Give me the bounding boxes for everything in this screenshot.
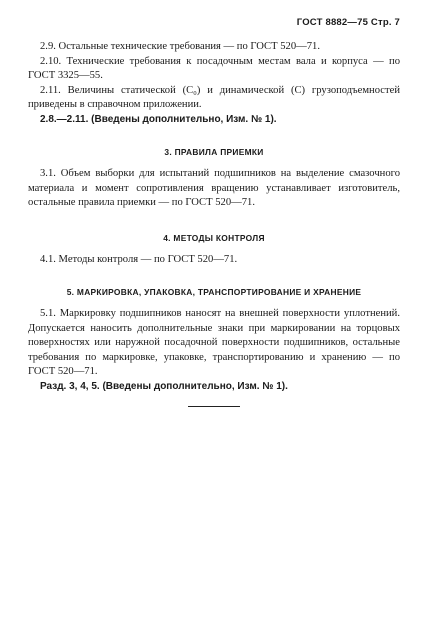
- amendment-note-sections: Разд. 3, 4, 5. (Введены дополнительно, Изм. № 1).: [40, 380, 288, 392]
- end-rule: [188, 406, 240, 407]
- clause-4-1: 4.1. Методы контроля — по ГОСТ 520—71.: [40, 253, 238, 265]
- clause-2-10: 2.10. Технические требования к посадочным местам вала и корпуса — по ГОСТ 3325—55.: [28, 55, 400, 81]
- page-content: [28, 40, 400, 407]
- section-5-heading: 5. МАРКИРОВКА, УПАКОВКА, ТРАНСПОРТИРОВАНИЕ И ХРАНЕНИЕ: [66, 287, 362, 297]
- running-head: ГОСТ 8882—75 Стр. 7: [296, 17, 400, 28]
- section-4-heading: 4. МЕТОДЫ КОНТРОЛЯ: [163, 232, 265, 243]
- clause-2-9: 2.9. Остальные технические требования — по ГОСТ 520—71.: [40, 41, 320, 52]
- clause-2-11: 2.11. Величины статической (C₀) и динамической (C) грузоподъемностей приведены в справочном приложении.: [28, 84, 400, 110]
- section-3-heading: 3. ПРАВИЛА ПРИЕМКИ: [164, 147, 264, 157]
- amendment-note-2: 2.8.—2.11. (Введены дополнительно, Изм. № 1).: [40, 113, 277, 125]
- clause-5-1: 5.1. Маркировку подшипников наносят на внешней поверхности уплотнений. Допускается наносить дополнительные знаки при маркировании на торцовых поверхностях или наружной посадочной поверхности подшипников, остальные требования по маркировке, упаковке, транспортированию и хранению — по ГОСТ 520—71.: [28, 308, 400, 377]
- clause-3-1: 3.1. Объем выборки для испытаний подшипников на выделение смазочного материала и момент сопротивления вращению устанавливает изготовитель, остальные правила приемки — по ГОСТ 520—71.: [28, 168, 400, 208]
